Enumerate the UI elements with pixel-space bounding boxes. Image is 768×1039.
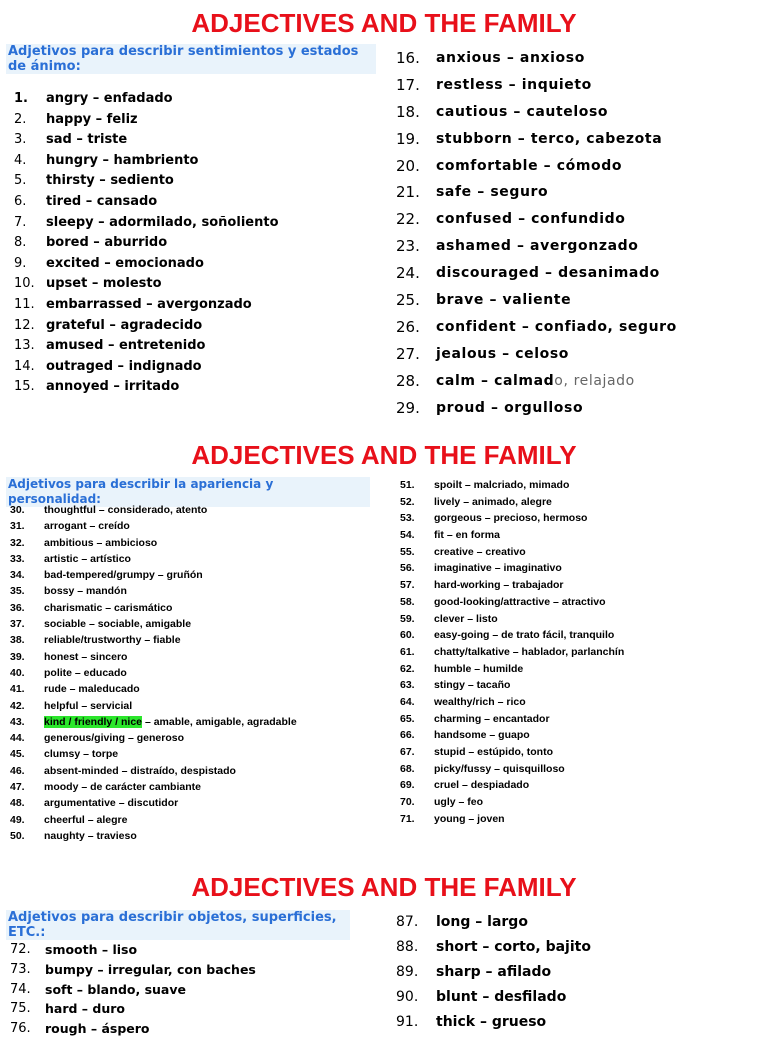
item-number: 70. <box>400 796 415 809</box>
item-number: 8. <box>14 235 27 251</box>
right-column <box>396 910 756 1035</box>
item-number: 47. <box>10 781 25 794</box>
item-translation: tired – cansado <box>46 193 158 209</box>
item-number: 72. <box>10 942 31 957</box>
item-translation: hungry – hambriento <box>46 152 199 168</box>
highlighted-term: kind / friendly / nice <box>44 715 143 728</box>
item-number: 57. <box>400 579 415 592</box>
item-number: 54. <box>400 529 415 542</box>
item-translation: restless – inquieto <box>436 76 592 93</box>
item-translation: – amable, amigable, agradable <box>142 715 297 728</box>
item-translation: argumentative – discutidor <box>44 797 179 810</box>
item-number: 20. <box>396 156 420 175</box>
item-translation: long – largo <box>436 914 528 930</box>
item-number: 75. <box>10 1001 31 1017</box>
item-translation: grateful – agradecido <box>46 317 203 333</box>
item-number: 68. <box>400 762 415 775</box>
item-number: 45. <box>10 748 25 761</box>
item-number: 67. <box>400 746 415 758</box>
item-translation: stingy – tacaño <box>434 679 511 692</box>
item-text <box>45 980 186 1000</box>
item-translation: stupid – estúpido, tonto <box>434 746 553 758</box>
item-translation: confident – confiado, seguro <box>436 318 677 335</box>
item-translation: embarrassed – avergonzado <box>46 296 252 312</box>
item-number: 87. <box>396 914 419 930</box>
item-number: 27. <box>396 344 420 363</box>
item-translation: bumpy – irregular, con baches <box>45 961 256 977</box>
item-translation: cautious – cauteloso <box>436 103 609 120</box>
item-translation: proud – orgulloso <box>436 399 584 416</box>
item-number: 17. <box>396 75 420 94</box>
item-number: 3. <box>14 132 27 148</box>
item-translation: fit – en forma <box>434 529 500 542</box>
item-number: 18. <box>396 102 420 121</box>
list-item <box>10 1019 370 1039</box>
item-translation: clumsy – torpe <box>44 748 119 761</box>
item-translation: cruel – despiadado <box>434 779 530 792</box>
section-subtitle: Adjetivos para describir sentimientos y estados de ánimo: <box>6 44 376 74</box>
item-translation: smooth – liso <box>45 942 138 957</box>
item-number: 46. <box>10 764 25 777</box>
item-translation: discouraged – desanimado <box>436 265 660 282</box>
list-item <box>396 960 756 985</box>
item-text <box>436 960 551 985</box>
item-text <box>436 935 591 960</box>
item-translation: rough – áspero <box>45 1021 150 1037</box>
list-item <box>396 910 756 935</box>
item-number: 50. <box>10 829 25 842</box>
item-number: 4. <box>14 152 27 168</box>
item-translation: polite – educado <box>44 666 127 679</box>
item-number: 63. <box>400 679 415 692</box>
item-translation: stubborn – terco, cabezota <box>436 130 663 147</box>
item-translation: ambitious – ambicioso <box>44 536 158 549</box>
item-translation: imaginative – imaginativo <box>434 562 562 575</box>
list-item <box>10 940 370 960</box>
item-number: 74. <box>10 981 31 997</box>
item-translation: naughty – travieso <box>44 829 137 842</box>
item-translation: ashamed – avergonzado <box>436 238 639 255</box>
item-translation: sleepy – adormilado, soñoliento <box>46 214 279 230</box>
item-number: 9. <box>14 255 27 271</box>
item-translation: good-looking/attractive – atractivo <box>434 595 606 608</box>
item-text <box>45 999 125 1019</box>
item-number: 35. <box>10 585 25 598</box>
item-number: 43. <box>10 715 25 728</box>
item-number: 19. <box>396 129 420 148</box>
item-number: 49. <box>10 813 25 826</box>
left-column <box>10 940 370 1039</box>
item-translation: confused – confundido <box>436 211 626 228</box>
item-number: 61. <box>400 645 415 658</box>
item-number: 38. <box>10 634 25 647</box>
item-tail-text: o, relajado <box>554 372 635 389</box>
item-number: 37. <box>10 618 25 631</box>
item-number: 5. <box>14 173 27 189</box>
item-translation: lively – animado, alegre <box>434 495 552 508</box>
item-translation: generous/giving – generoso <box>44 732 185 745</box>
item-number: 31. <box>10 520 25 533</box>
item-number: 16. <box>396 49 420 67</box>
item-number: 91. <box>396 1014 419 1030</box>
item-translation: happy – feliz <box>46 111 138 127</box>
item-number: 22. <box>396 210 420 229</box>
item-translation: spoilt – malcriado, mimado <box>434 479 570 491</box>
section-title: ADJECTIVES AND THE FAMILY <box>191 440 577 470</box>
item-number: 10. <box>14 276 35 292</box>
item-number: 32. <box>10 536 25 549</box>
item-translation: safe – seguro <box>436 184 549 201</box>
item-translation: ugly – feo <box>434 796 484 809</box>
item-translation: absent-minded – distraído, despistado <box>44 764 236 777</box>
item-translation: sharp – afilado <box>436 964 552 980</box>
item-number: 11. <box>14 296 35 312</box>
list-item <box>10 980 370 1000</box>
item-number: 53. <box>400 512 415 525</box>
item-number: 40. <box>10 666 25 679</box>
item-number: 64. <box>400 695 415 708</box>
item-translation: bored – aburrido <box>46 235 168 251</box>
item-translation: hard – duro <box>45 1001 125 1017</box>
item-translation: easy-going – de trato fácil, tranquilo <box>434 629 615 642</box>
item-number: 21. <box>396 183 420 202</box>
item-number: 41. <box>10 683 25 696</box>
item-number: 13. <box>14 338 35 354</box>
item-translation: helpful – servicial <box>44 699 133 712</box>
item-translation: thick – grueso <box>436 1014 547 1030</box>
item-translation: sociable – sociable, amigable <box>44 618 192 631</box>
item-number: 34. <box>10 569 25 582</box>
item-translation: comfortable – cómodo <box>436 157 623 174</box>
section-subtitle: Adjetivos para describir la apariencia y personalidad: <box>6 477 370 507</box>
item-translation: picky/fussy – quisquilloso <box>434 762 565 775</box>
item-translation: chatty/talkative – hablador, parlanchín <box>434 645 625 658</box>
item-translation: honest – sincero <box>44 650 128 663</box>
item-number: 42. <box>10 699 25 712</box>
item-translation: artistic – artístico <box>44 552 131 565</box>
item-number: 12. <box>14 317 35 333</box>
item-text <box>45 1019 150 1039</box>
item-number: 39. <box>10 650 25 663</box>
item-translation: reliable/trustworthy – fiable <box>44 634 181 647</box>
item-text <box>436 910 528 935</box>
item-translation: annoyed – irritado <box>46 379 180 395</box>
item-text <box>45 960 256 980</box>
item-translation: blunt – desfilado <box>436 989 567 1005</box>
item-number: 24. <box>396 264 420 283</box>
item-number: 60. <box>400 629 415 642</box>
item-translation: handsome – guapo <box>434 729 530 742</box>
item-text <box>436 1010 546 1035</box>
item-translation: thoughtful – considerado, atento <box>44 504 208 516</box>
item-number: 90. <box>396 989 419 1005</box>
item-translation: cheerful – alegre <box>44 813 128 826</box>
item-translation: angry – enfadado <box>46 91 173 106</box>
item-number: 56. <box>400 562 415 575</box>
item-number: 30. <box>10 504 25 516</box>
item-translation: amused – entretenido <box>46 338 206 354</box>
item-number: 1. <box>14 91 28 106</box>
item-translation: calm – calmad <box>436 372 555 389</box>
item-number: 29. <box>396 398 420 417</box>
item-number: 2. <box>14 111 27 127</box>
item-translation: anxious – anxioso <box>436 50 585 66</box>
item-text <box>436 985 566 1010</box>
item-number: 89. <box>396 964 419 980</box>
item-translation: rude – maleducado <box>44 683 140 696</box>
item-number: 66. <box>400 729 415 742</box>
item-number: 51. <box>400 479 415 491</box>
item-translation: creative – creativo <box>434 545 526 558</box>
list-item <box>10 999 370 1019</box>
item-number: 76. <box>10 1021 31 1037</box>
item-number: 28. <box>396 371 420 390</box>
item-number: 69. <box>400 779 415 792</box>
item-number: 23. <box>396 237 420 256</box>
item-number: 36. <box>10 601 25 614</box>
item-number: 52. <box>400 495 415 508</box>
item-translation: bad-tempered/grumpy – gruñón <box>44 569 203 582</box>
item-translation: upset – molesto <box>46 276 162 292</box>
item-translation: soft – blando, suave <box>45 981 186 997</box>
item-number: 14. <box>14 358 35 374</box>
item-translation: short – corto, bajito <box>436 939 591 955</box>
item-number: 6. <box>14 193 27 209</box>
item-translation: charming – encantador <box>434 712 550 725</box>
list-item <box>10 960 370 980</box>
item-translation: wealthy/rich – rico <box>434 695 526 708</box>
item-translation: jealous – celoso <box>436 345 569 362</box>
list-item <box>396 935 756 960</box>
item-number: 26. <box>396 317 420 336</box>
section-title: ADJECTIVES AND THE FAMILY <box>191 872 577 902</box>
item-number: 15. <box>14 379 35 395</box>
item-translation: clever – listo <box>434 612 498 625</box>
item-translation: brave – valiente <box>436 292 572 309</box>
list-item <box>396 985 756 1010</box>
item-number: 73. <box>10 961 31 977</box>
item-translation: thirsty – sediento <box>46 173 174 189</box>
list-item <box>396 1010 756 1035</box>
item-translation: humble – humilde <box>434 662 524 675</box>
item-number: 7. <box>14 214 27 230</box>
item-number: 44. <box>10 732 25 745</box>
item-number: 58. <box>400 595 415 608</box>
item-translation: gorgeous – precioso, hermoso <box>434 512 588 525</box>
item-number: 25. <box>396 291 420 310</box>
section-subtitle: Adjetivos para describir objetos, superficies, ETC.: <box>6 910 350 940</box>
item-number: 33. <box>10 552 25 565</box>
item-number: 88. <box>396 939 419 955</box>
item-number: 55. <box>400 545 415 558</box>
item-translation: moody – de carácter cambiante <box>44 781 201 794</box>
item-translation: sad – triste <box>46 132 128 148</box>
item-number: 62. <box>400 662 415 675</box>
item-translation: young – joven <box>434 812 505 825</box>
item-number: 65. <box>400 712 415 725</box>
item-translation: arrogant – creído <box>44 520 130 533</box>
item-text <box>45 940 137 960</box>
item-number: 59. <box>400 612 415 625</box>
item-translation: charismatic – carismático <box>44 601 173 614</box>
item-number: 71. <box>400 812 415 825</box>
item-translation: hard-working – trabajador <box>434 579 564 592</box>
item-translation: excited – emocionado <box>46 255 204 271</box>
item-number: 48. <box>10 797 25 810</box>
section-title: ADJECTIVES AND THE FAMILY <box>191 8 577 38</box>
item-translation: outraged – indignado <box>46 358 202 374</box>
item-translation: bossy – mandón <box>44 585 127 598</box>
